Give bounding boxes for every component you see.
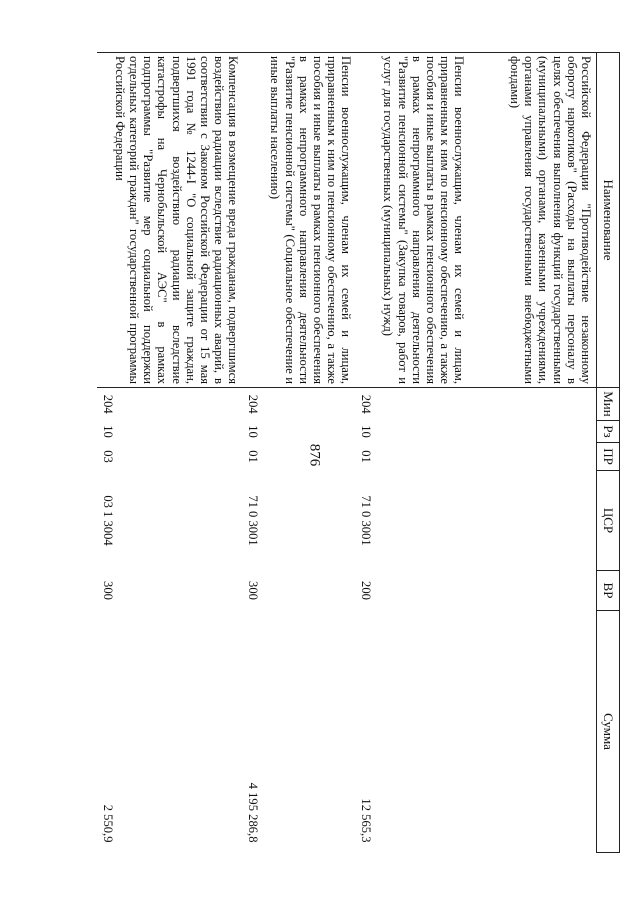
row-csr — [469, 471, 597, 571]
row-min — [469, 388, 597, 421]
table-row — [98, 53, 243, 853]
row-vr: 300 — [245, 581, 260, 600]
row-sum: 2 550,9 — [100, 804, 115, 843]
row-csr: 71 0 3001 — [358, 495, 373, 546]
header-vr: ВР — [597, 571, 620, 611]
row-vr: 200 — [358, 581, 373, 600]
row-rz: 10 — [245, 425, 260, 438]
table-row — [469, 53, 597, 853]
row-pr: 03 — [100, 450, 115, 463]
row-pr: 01 — [245, 450, 260, 463]
row-min: 204 — [100, 394, 115, 414]
row-name: Компенсация в возмещение вреда гражданам, подвергшимся воздействию радиации вследствие радиационных аварий, в соответствии с Законом Российской Федерации от 15 мая 1991 года № 1244-I "О социальной защите граждан, подвергшихся воздействию радиации вследствие катастрофы на Чернобыльской АЭС" в рамках подпрограммы "Развитие мер социальной поддержки отдельных категорий граждан" государственной программы Российской Федерации — [98, 53, 243, 388]
table-row — [356, 53, 469, 853]
row-vr — [469, 571, 597, 611]
row-rz — [469, 421, 597, 443]
header-rz: Рз — [597, 421, 620, 443]
row-sum: 12 565,3 — [358, 798, 373, 843]
row-min: 204 — [245, 394, 260, 414]
row-sum: 4 195 286,8 — [245, 782, 260, 843]
table-header-row — [597, 53, 620, 853]
row-name: Пенсии военнослужащим, членам их семей и лицам, приравненным к ним по пенсионному обеспечению, а также пособия и иные выплаты в рамках пенсионного обеспечения в рамках непрограммного направления деятельности "Развитие пенсионной системы" (Закупка товаров, работ и услуг для государственных (муниципальных) нужд) — [356, 53, 469, 388]
row-pr — [469, 443, 597, 471]
header-min: Мин — [597, 388, 620, 421]
header-pr: ПР — [597, 443, 620, 471]
header-csr: ЦСР — [597, 471, 620, 571]
row-rz: 10 — [100, 425, 115, 438]
row-pr: 01 — [358, 450, 373, 463]
rotated-table-block — [95, 52, 620, 852]
row-sum — [469, 611, 597, 853]
page-number: 876 — [306, 443, 323, 467]
row-vr: 300 — [100, 581, 115, 600]
table-row — [243, 53, 356, 853]
row-min: 204 — [358, 394, 373, 414]
budget-table — [98, 52, 621, 853]
header-name: Наименование — [597, 53, 620, 388]
row-csr: 71 0 3001 — [245, 495, 260, 546]
row-csr: 03 1 3004 — [100, 495, 115, 546]
row-name: Российской Федерации "Противодействие незаконному обороту наркотиков" (Расходы на выплаты персоналу в целях обеспечения выполнения функций государственными (муниципальными) органами, казенными учреждениями, органами управления государственными внебюджетными фондами) — [469, 53, 597, 388]
row-rz: 10 — [358, 425, 373, 438]
header-sum: Сумма — [597, 611, 620, 853]
row-name: Пенсии военнослужащим, членам их семей и лицам, приравненным к ним по пенсионному обеспечению, а также пособия и иные выплаты в рамках пенсионного обеспечения в рамках непрограммного направления деятельности "Развитие пенсионной системы" (Социальное обеспечение и иные выплаты населению) — [243, 53, 356, 388]
